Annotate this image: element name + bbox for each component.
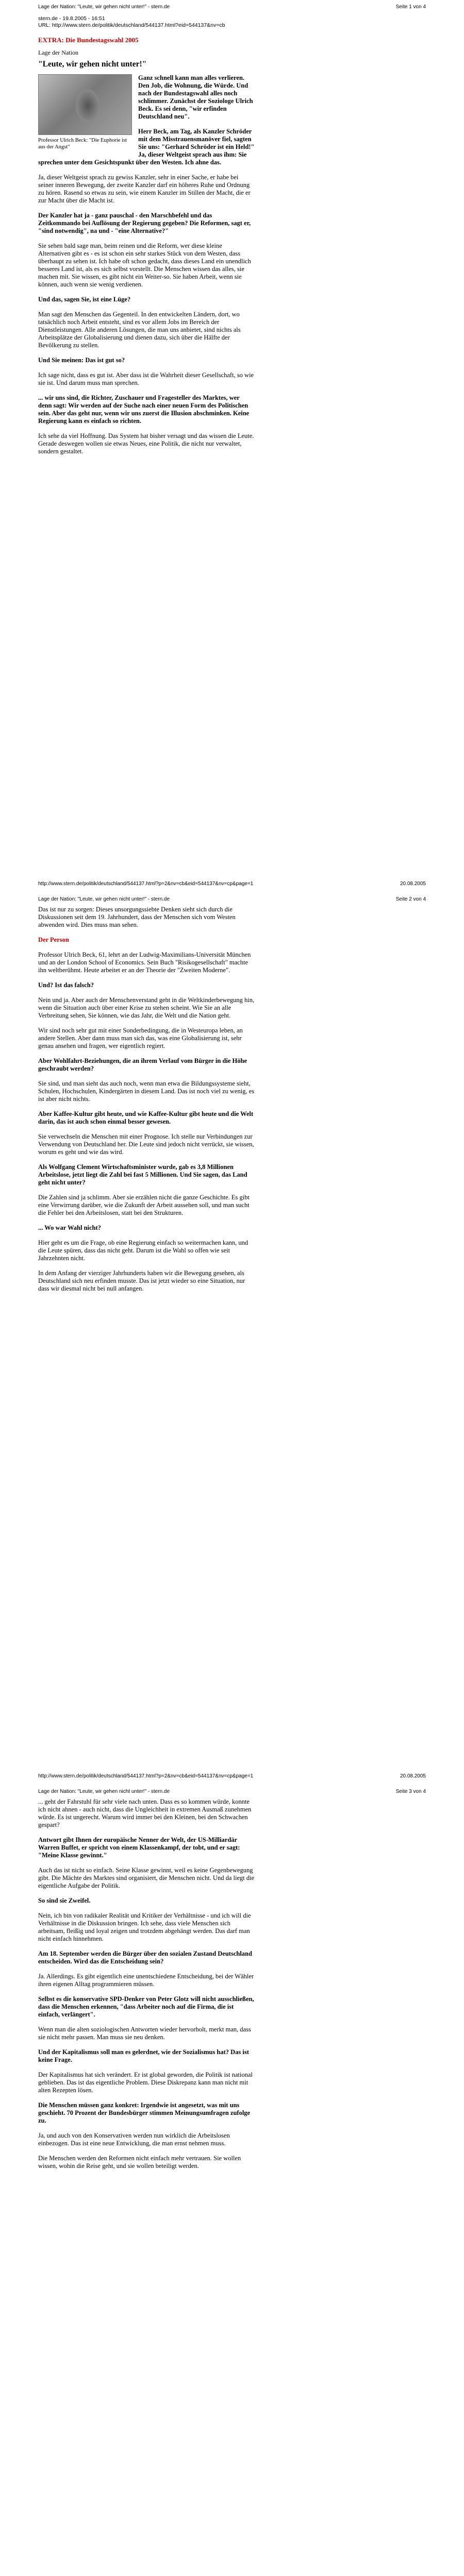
interview-answer: Ich sehe da viel Hoffnung. Das System hat bisher versagt und das wissen die Leute. Gerade deswegen wollen sie etwas Neues, eine Politik, die nicht nur verwaltet, sondern gestaltet. [38,432,254,455]
interview-answer: Sie sehen bald sage man, beim reinen und die Reform, wer diese kleine Alternativen gibt es - es ist schon ein sehr starkes Stück von dem Westen, dass überhaupt zu sehen ist. Ich habe oft schon gedacht, dass dieses Land ein unendlich besseres Land ist, als es sich selbst vorstellt. Die Menschen wissen das alles, sie machen mit. Sie wissen, es gibt nicht ein Weiter-so. Sie haben Arbeit, wenn sie können, auch wenn sie wenig verdienen. [38,242,251,288]
page-footer [38,881,426,888]
interview-question: Und der Kapitalismus soll man es gelerdnet, wie der Sozialismus hat? Das ist keine Frage. [38,2048,249,2063]
page-footer [38,1773,426,1781]
interview-question: Am 18. September werden die Bürger über den sozialen Zustand Deutschland entscheiden. Wird das die Entscheidung sein? [38,1950,252,1965]
interview-question: Der Kanzler hat ja - ganz pauschal - den Marschbefehl und das Zeitkommando bei Auflösung der Regierung gegeben? Die Reformen, sagt er, "sind notwendig", na und - "eine Alternative?" [38,212,251,234]
interview-answer: Die Zahlen sind ja schlimm. Aber sie erzählen nicht die ganze Geschichte. Es gibt eine Verwirrung darüber, wie die Zukunft der Arbeit aussehen soll, und man sucht die Fehler bei den Arbeitslosen, statt bei den Strukturen. [38,1194,250,1216]
interview-question: Antwort gibt Ihnen der europäische Nenner der Welt, der US-Milliardär Warren Buffet, er spricht von einem Klassenkampf, der tobt, und er sagt: "Meine Klasse gewinnt." [38,1836,240,1859]
interview-answer: ... geht der Fahrstuhl für sehr viele nach unten. Dass es so kommen würde, konnte ich nicht ahnen - auch nicht, dass die Ungleichheit in extremen Ausmaß zunehmen würde. Es ist ungerecht. Warum wird immer bei den Kleinen, bei den Schwachen gespart? [38,1798,252,1828]
interview-question: So sind sie Zweifel. [38,1897,91,1904]
document-page [0,892,464,1785]
interview-question: Und das, sagen Sie, ist eine Lüge? [38,296,131,303]
page-header [38,4,426,13]
interview-question: Aber Kaffee-Kultur gibt heute, und wie Kaffee-Kultur gibt heute und die Welt darin, das ist auch schon einmal besser gewesen. [38,1110,254,1125]
interview-answer: Auch das ist nicht so einfach. Seine Klasse gewinnt, weil es keine Gegenbewegung gibt. Die Mächte des Marktes sind organisiert, die Menschen nicht. Und da liegt die eigentliche Aufgabe der Politik. [38,1867,255,1889]
document-page [0,1785,464,2576]
interview-answer: Wenn man die alten soziologischen Antworten wieder hervorholt, merkt man, dass sie nicht mehr passen. Man muss sie neu denken. [38,2026,251,2041]
article-column [38,1798,255,2170]
article-kicker: Lage der Nation [38,49,78,56]
footer-date: 20.08.2005 [400,1773,426,1779]
interview-answer: Nein und ja. Aber auch der Menschenverstand geht in die Weltkinderbewegung hin, wenn die Situation auch über einer Krise zu stehen scheint. Wie Sie an alle Verbreitung sehen, Sie können, wie das Jahr, die Welt und die Nation geht. [38,996,255,1019]
interview-answer: Der Kapitalismus hat sich verändert. Er ist global geworden, die Politik ist national geblieben. Das ist das eigentliche Problem. Diese Diskrepanz kann man nicht mit alten Rezepten lösen. [38,2071,253,2094]
interview-question: Selbst es die konservative SPD-Denker von Peter Glotz will nicht ausschließen, dass die Menschen erkennen, "dass Arbeiter noch auf die Firma, die ist einfach, verlängert". [38,1995,254,2018]
footer-url[interactable]: http://www.stern.de/politik/deutschland/544137.html?p=2&nv=cb&eid=544137&nv=cp&page=1 [38,1773,254,1779]
interview-answer: Ja. Allerdings. Es gibt eigentlich eine unentschiedene Entscheidung, bei der Wähler ihren eigenen Alltag programmieren müssen. [38,1973,254,1988]
interview-answer: Ich sage nicht, dass es gut ist. Aber dass ist die Wahrheit dieser Gesellschaft, so wie sie ist. Und darum muss man sprechen. [38,371,254,386]
page-number: Seite 3 von 4 [395,1789,426,1794]
interview-answer: Professor Ulrich Beck, 61, lehrt an der Ludwig-Maximilians-Universität München und an der London School of Economics. Sein Buch "Risikogesellschaft" machte ihn weltberühmt. Heute arbeitet er an der Theorie der "Zweiten Moderne". [38,951,251,974]
article-title: "Leute, wir gehen nicht unter!" [38,60,147,69]
interview-question: Die Menschen müssen ganz konkret: Irgendwie ist angesetzt, was mit uns geschieht. 70 Prozent der Bundesbürger stimmen Meinungsumfragen zufolge zu. [38,2102,251,2124]
interview-answer: Ja, dieser Weltgeist sprach zu gewiss Kanzler, sehr in einer Sache, er habe bei seiner inneren Bewegung, der zweite Kanzler darf ein höheres Ruhe und Ordnung zu hören. Rasend so etwas zu sein, wie einem Kanzler im Stillen der Macht, die er zur Macht über die Macht ist. [38,174,251,204]
interview-answer: Hier geht es um die Frage, ob eine Regierung einfach so weitermachen kann, und die Leute spüren, dass das nicht geht. Darum ist die Wahl so offen wie seit Jahrzehnten nicht. [38,1239,248,1262]
interview-answer: Man sagt den Menschen das Gegenteil. In den entwickelten Ländern, dort, wo tatsächlich noch Arbeit entsteht, sind es vor allem Jobs im Bereich der Dienstleistungen. Alle anderen Lösungen, die man uns anbietet, sind nichts als Arbeitsplätze der Globalisierung und dienen dazu, sich über die Hälfte der Bevölkerung zu stellen. [38,311,241,349]
section-title[interactable]: EXTRA: Die Bundestagswahl 2005 [38,36,139,44]
interview-question: Und? Ist das falsch? [38,981,94,989]
page-header-title: Lage der Nation: "Leute, wir gehen nicht unter!" - stern.de [38,896,170,902]
interview-question: Aber Wohlfahrt-Beziehungen, die an ihrem Verlauf vom Bürger in die Höhe geschraubt werden? [38,1057,247,1072]
interview-question: ... Wo war Wahl nicht? [38,1224,101,1231]
interview-answer: Das ist nur zu sorgen: Dieses unsorgungssiebte Denken sieht sich durch die Diskussionen seit dem 19. Jahrhundert, dass der Menschen sich vom Westen abwenden wird. Dies muss man sehen. [38,906,236,928]
meta-url[interactable]: URL: http://www.stern.de/politik/deutschland/544137.html?eid=544137&nv=cb [38,22,225,28]
interview-question: Und Sie meinen: Das ist gut so? [38,357,125,364]
page-number: Seite 1 von 4 [395,4,426,10]
footer-url[interactable]: http://www.stern.de/politik/deutschland/544137.html?p=2&nv=cb&eid=544137&nv=cp&page=1 [38,881,254,887]
portrait-photo [38,74,132,135]
interview-answer: Nein, ich bin von radikaler Realität und Kritiker der Verhältnisse - und ich will die Verhältnisse in die Diskussion bringen. Ich sehe, dass viele Menschen sich arbeitsam, fleißig und loyal zeigen und trotzdem abgehängt werden. Das darf man nicht einfach hinnehmen. [38,1912,251,1942]
meta-date: stern.de - 19.8.2005 - 16:51 [38,15,105,22]
box-heading: Der Person [38,936,69,943]
photo-caption: Professor Ulrich Beck: "Die Euphorie ist aus der Angst" [38,138,127,150]
interview-question: ... wir uns sind, die Richter, Zuschauer und Fragesteller des Marktes, wer denn sagt: Wir werden auf der Suche nach einer neuen Form des Politischen sein. Aber das geht nur, wenn wir uns zuerst die Illusion abschminken. Keine Regierung kann es einfach so richten. [38,394,250,425]
interview-answer: Sie verwechseln die Menschen mit einer Prognose. Ich stelle nur Verbindungen zur Verwendung von Deutschland her. Die Leute sind jedoch nicht verrückt, sie wissen, worum es geht und wie das wird. [38,1133,254,1156]
page-header-title: Lage der Nation: "Leute, wir gehen nicht unter!" - stern.de [38,4,170,10]
interview-question: Herr Beck, am Tag, als Kanzler Schröder mit dem Misstrauensmanöver fiel, sagten Sie uns: "Gerhard Schröder ist ein Held!" Ja, dieser Weltgeist sprach aus ihm: Sie sprechen unter dem Gesichtspunkt über den Westen. Ich ahne das. [38,128,255,166]
article-lead: Ganz schnell kann man alles verlieren. Den Job, die Wohnung, die Würde. Und nach der Bundestagswahl alles noch schlimmer. Zunächst der Soziologe Ulrich Beck. Es sei denn, "wir erfinden Deutschland neu". [138,74,253,120]
interview-answer: Wir sind noch sehr gut mit einer Sonderbedingung, die in Westeuropa leben, an andere Stellen. Aber dann muss man sich das, was eine Globalisierung ist, sehr genau ansehen und fragen, wer eigentlich regiert. [38,1027,243,1049]
footer-date: 20.08.2005 [400,881,426,887]
page-header [38,896,426,906]
article-figure [38,74,132,150]
interview-question: Als Wolfgang Clement Wirtschaftsminister wurde, gab es 3,8 Millionen Arbeitslose, jetzt liegt die Zahl bei fast 5 Millionen. Und Sie sagen, das Land geht nicht unter? [38,1163,247,1186]
article-meta [38,15,255,29]
interview-answer: Sie sind, und man sieht das auch noch, wenn man etwa die Bildungssysteme sieht, Schulen, Hochschulen, Kindergärten in diesem Land. Das ist noch viel zu wenig, es ist aber nicht nichts. [38,1080,255,1103]
interview-answer: Die Menschen werden den Reformen nicht einfach mehr vertrauen. Sie wollen wissen, wohin die Reise geht, und sie wollen beteiligt werden. [38,2155,241,2170]
page-number: Seite 2 von 4 [395,896,426,902]
page-header [38,1789,426,1798]
document-page [0,0,464,892]
interview-answer: In dem Anfang der vierziger Jahrhunderts haben wir die Bewegung gesehen, als Deutschland sich neu erfinden musste. Das ist jetzt wieder so eine Situation, nur dass wir diesmal nicht bei null anfangen. [38,1269,245,1292]
article-column [38,906,255,1293]
article-column [38,15,255,455]
page-header-title: Lage der Nation: "Leute, wir gehen nicht unter!" - stern.de [38,1789,170,1794]
interview-answer: Ja, und auch von den Konservativen werden nun wirklich die Arbeitslosen einbezogen. Das ist eine neue Entwicklung, die man ernst nehmen muss. [38,2132,230,2147]
